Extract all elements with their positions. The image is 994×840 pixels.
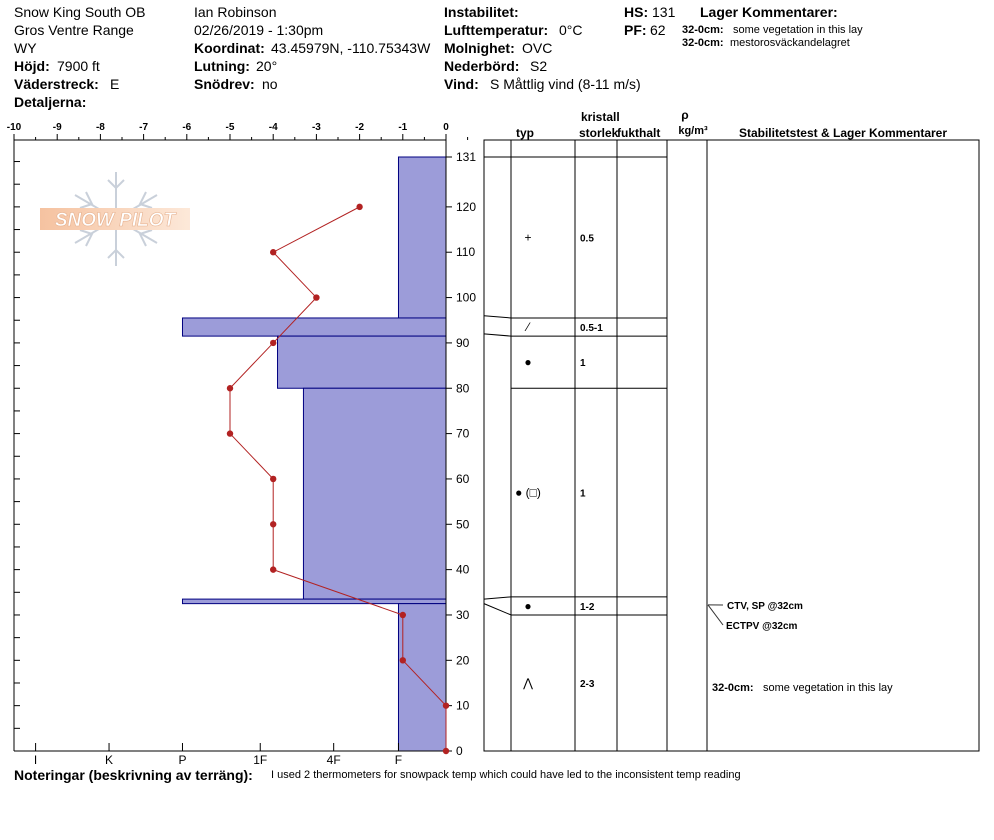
temperature-point	[443, 702, 449, 708]
sky-label: Molnighet:	[444, 40, 515, 56]
temperature-point	[227, 385, 233, 391]
pf-label: PF:	[624, 22, 647, 38]
temperature-point	[270, 521, 276, 527]
temperature-point	[270, 249, 276, 255]
grain-type-symbol: ● (□)	[515, 485, 541, 500]
slope-value: 20°	[256, 58, 278, 74]
wind-value: S Måttlig vind (8-11 m/s)	[490, 76, 641, 92]
temperature-point	[443, 748, 449, 754]
hardness-bar	[182, 599, 446, 604]
hardness-tick-label: I	[33, 753, 38, 767]
hardness-tick-label: 4F	[326, 753, 341, 767]
temp-tick-label: -7	[139, 122, 149, 133]
airtemp-value: 0°C	[559, 22, 583, 38]
depth-tick-label: 80	[456, 381, 470, 396]
temp-tick-label: -8	[95, 122, 105, 133]
precip-label: Nederbörd:	[444, 58, 520, 74]
layer-connector	[484, 604, 511, 615]
hardness-tick-label: P	[178, 753, 187, 767]
hardness-bar	[303, 388, 446, 599]
grain-size-label: 1-2	[580, 601, 595, 613]
density-unit-header: kg/m³	[678, 125, 708, 137]
depth-tick-label: 10	[456, 698, 470, 713]
moisture-header: fukthalt	[617, 126, 661, 140]
location-name: Snow King South OB	[14, 4, 146, 20]
details-label: Detaljerna:	[14, 94, 87, 110]
stability-comment-text: some vegetation in this lay	[763, 682, 893, 694]
layer-table-frame	[484, 140, 979, 751]
temp-tick-label: -1	[398, 122, 408, 133]
depth-tick-label: 131	[456, 150, 477, 164]
depth-tick-label: 40	[456, 562, 470, 577]
temperature-point	[270, 566, 276, 572]
depth-tick-label: 120	[456, 199, 477, 214]
temperature-point	[400, 612, 406, 618]
depth-tick-label: 0	[456, 744, 463, 758]
elevation-value: 7900 ft	[57, 58, 100, 74]
grain-size-label: 1	[580, 358, 586, 370]
coord-value: 43.45979N, -110.75343W	[271, 40, 431, 56]
layer-connector	[484, 597, 511, 599]
snowpilot-logo	[40, 172, 190, 266]
depth-tick-label: 30	[456, 607, 470, 622]
stability-test-label: ECTPV @32cm	[726, 621, 798, 632]
wind-label: Vind:	[444, 76, 479, 92]
type-header: typ	[516, 126, 534, 140]
layer-table	[484, 108, 979, 751]
layer-rows	[484, 157, 893, 694]
stability-header: Stabilitetstest & Lager Kommentarer	[738, 126, 948, 140]
drift-value: no	[262, 76, 278, 92]
depth-tick-label: 60	[456, 471, 470, 486]
depth-tick-label: 50	[456, 517, 470, 532]
observation-datetime: 02/26/2019 - 1:30pm	[194, 22, 324, 38]
temp-tick-label: -2	[355, 122, 365, 133]
temp-tick-label: -6	[182, 122, 192, 133]
grain-type-symbol: ●	[524, 355, 532, 370]
layer-comment-text: some vegetation in this lay	[733, 24, 863, 36]
notes-text: I used 2 thermometers for snowpack temp which could have led to the inconsistent temp reading	[271, 769, 741, 781]
layer-comment-range: 32-0cm:	[682, 24, 724, 36]
test-arrow	[708, 605, 723, 625]
grain-size-label: 2-3	[580, 678, 595, 690]
depth-tick-label: 100	[456, 290, 477, 305]
stability-test-label: CTV, SP @32cm	[727, 601, 803, 612]
observer-name: Ian Robinson	[194, 4, 277, 20]
rho-header: ρ	[681, 108, 689, 122]
temperature-point	[270, 340, 276, 346]
depth-tick-label: 70	[456, 426, 470, 441]
grain-size-label: 0.5-1	[580, 323, 603, 335]
grain-type-symbol: +	[524, 230, 532, 245]
aspect-value: E	[110, 76, 120, 92]
notes-label: Noteringar (beskrivning av terräng):	[14, 767, 253, 783]
temp-tick-label: -4	[268, 122, 278, 133]
grain-type-symbol: ⁄	[526, 320, 530, 335]
drift-label: Snödrev:	[194, 76, 255, 92]
state-name: WY	[14, 40, 37, 56]
depth-tick-label: 20	[456, 653, 470, 668]
temperature-point	[270, 476, 276, 482]
pf-value: 62	[650, 22, 666, 38]
slope-label: Lutning:	[194, 58, 250, 74]
temp-tick-label: -9	[52, 122, 62, 133]
temp-tick-label: -10	[6, 122, 22, 133]
elevation-label: Höjd:	[14, 58, 50, 74]
crystal-header: kristall	[581, 110, 620, 124]
grain-type-symbol: ⋀	[523, 675, 533, 690]
layer-connector	[484, 334, 511, 336]
size-header: storlek	[579, 126, 619, 140]
snowpilot-logo-text: SNOW PILOT	[54, 210, 176, 231]
layer-comments-title: Lager Kommentarer:	[700, 4, 838, 20]
hs-value: 131	[652, 4, 676, 20]
precip-value: S2	[530, 58, 548, 74]
hardness-tick-label: K	[105, 753, 114, 767]
hardness-bar	[398, 604, 446, 751]
hardness-bar	[398, 157, 446, 318]
hardness-tick-label: 1F	[253, 753, 268, 767]
temperature-point	[356, 204, 362, 210]
hs-label: HS:	[624, 4, 649, 20]
instability-label: Instabilitet:	[444, 4, 519, 20]
hardness-tick-label: F	[394, 753, 403, 767]
layer-comment-range: 32-0cm:	[682, 37, 724, 49]
sky-value: OVC	[522, 40, 553, 56]
temperature-point	[313, 294, 319, 300]
temp-tick-label: -5	[225, 122, 235, 133]
hardness-bar	[182, 318, 446, 336]
temperature-point	[227, 430, 233, 436]
depth-tick-label: 90	[456, 335, 470, 350]
range-name: Gros Ventre Range	[14, 22, 134, 38]
temperature-point	[400, 657, 406, 663]
grain-size-label: 0.5	[580, 233, 594, 245]
temp-tick-label: -3	[311, 122, 321, 133]
aspect-label: Väderstreck:	[14, 76, 99, 92]
temp-tick-label: 0	[443, 122, 449, 133]
layer-connector	[484, 316, 511, 318]
grain-size-label: 1	[580, 488, 586, 500]
grain-type-symbol: ●	[524, 598, 532, 613]
depth-tick-label: 110	[456, 245, 476, 260]
layer-comment-text: mestorosväckandelagret	[730, 37, 850, 49]
coord-label: Koordinat:	[194, 40, 265, 56]
stability-comment-range: 32-0cm:	[712, 682, 754, 694]
airtemp-label: Lufttemperatur:	[444, 22, 549, 38]
hardness-bar	[278, 336, 446, 388]
